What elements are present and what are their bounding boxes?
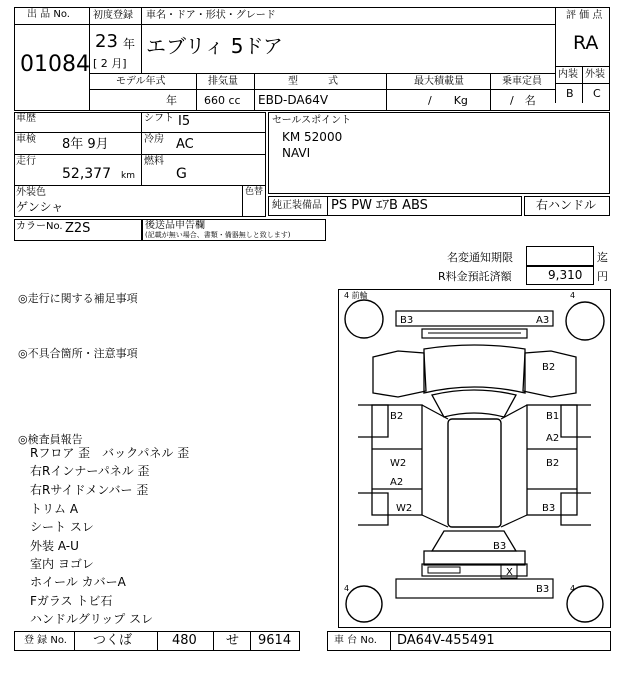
driving-notes-title: ◎走行に関する補足事項 xyxy=(18,292,138,305)
recycle-fee-value: 9,310 xyxy=(548,268,583,282)
roof-to-rear-right xyxy=(501,515,527,527)
inspector-title: ◎検査員報告 xyxy=(18,433,83,446)
divider xyxy=(14,24,89,25)
chassis-label: 車 台 No. xyxy=(334,635,377,646)
chassis-number: DA64V-455491 xyxy=(397,633,495,648)
rating-value: RA xyxy=(573,32,599,54)
defect-notes-title: ◎不具合箇所・注意事項 xyxy=(18,347,138,360)
exterior-grade: C xyxy=(593,87,601,100)
color-no-label: カラーNo. xyxy=(16,221,63,232)
windshield xyxy=(432,390,516,417)
shift-value: I5 xyxy=(178,114,191,129)
inspection-label: 車検 xyxy=(16,134,36,145)
distance-label: 走行 xyxy=(16,156,36,167)
wheel-rear-right xyxy=(567,586,603,622)
divider xyxy=(14,154,266,155)
color-value: ゲンシャ xyxy=(16,200,64,214)
inspector-line: 室内 ヨゴレ xyxy=(30,557,94,571)
aftermarket-note: (記載が無い場合、書類・備器無しと致します) xyxy=(145,231,291,239)
divider xyxy=(74,631,75,651)
corner-label-rear-left: 4 xyxy=(344,584,350,593)
shift-label: シフト xyxy=(144,113,174,124)
roof xyxy=(448,419,501,527)
divider xyxy=(490,73,491,111)
capacity-value: / 名 xyxy=(510,94,536,107)
inspector-line: ハンドルグリップ スレ xyxy=(30,612,154,626)
steering-value: 右ハンドル xyxy=(536,198,597,212)
registration-number: 9614 xyxy=(258,633,292,648)
sales-point-line: KM 52000 xyxy=(282,130,343,144)
interior-grade: B xyxy=(566,87,574,100)
divider xyxy=(254,73,255,111)
equipment-value: PS PW ｴｱB ABS xyxy=(331,198,428,213)
lot-label: 出 品 No. xyxy=(27,9,70,20)
car-name: エブリィ 5ドア xyxy=(146,34,283,58)
fender-front-right xyxy=(561,405,591,437)
exterior-label: 外装 xyxy=(585,69,605,80)
rating-label: 評 価 点 xyxy=(566,10,603,21)
first-reg-year-unit: 年 xyxy=(123,37,136,51)
roof-to-hood-left xyxy=(422,405,448,419)
mark-left-slide-door: W2 xyxy=(390,458,407,469)
mark-right-slide-door: B2 xyxy=(546,458,560,469)
registration-class: 480 xyxy=(172,633,197,648)
inspector-line: 外装 A-U xyxy=(30,539,79,553)
divider xyxy=(555,83,610,84)
displacement-label: 排気量 xyxy=(208,76,238,87)
displacement-value: 660 cc xyxy=(204,94,241,107)
front-body-right xyxy=(523,351,576,397)
interior-label: 内装 xyxy=(558,69,578,80)
aftermarket-label: 後送品申告欄 xyxy=(145,220,205,231)
car-diagram xyxy=(338,289,611,628)
recycle-fee-label: R料金預託済額 xyxy=(438,270,512,283)
inspector-line: シート スレ xyxy=(30,520,94,534)
rear-bumper xyxy=(396,579,553,598)
fuel-value: G xyxy=(176,166,187,182)
divider xyxy=(327,196,328,216)
mark-right-front-door: B1 xyxy=(546,411,560,422)
registration-area: つくば xyxy=(93,633,133,648)
wheel-front-right xyxy=(566,302,604,340)
divider xyxy=(89,24,555,25)
divider xyxy=(157,631,158,651)
mark-left-front-door: B2 xyxy=(390,411,404,422)
registration-label: 登 録 No. xyxy=(24,635,67,646)
divider xyxy=(390,631,391,651)
mark-right-rear-panel: B3 xyxy=(542,503,556,514)
aircon-label: 冷房 xyxy=(144,134,164,145)
max-load-label: 最大積載量 xyxy=(414,76,464,87)
divider xyxy=(242,185,243,217)
wheel-rear-left xyxy=(346,586,382,622)
fender-front-left xyxy=(358,405,388,437)
back-door xyxy=(424,551,525,565)
inspector-line: Fガラス トビ石 xyxy=(30,594,113,608)
fender-rear-left xyxy=(358,493,388,525)
fuel-label: 燃料 xyxy=(144,156,164,167)
roof-to-hood-right xyxy=(501,405,527,419)
recycle-fee-unit: 円 xyxy=(597,270,608,283)
inspector-line: 右Rサイドメンバー 歪 xyxy=(30,483,149,497)
inspector-line: トリム A xyxy=(30,502,79,516)
type-label: 型 式 xyxy=(288,76,338,87)
divider xyxy=(89,89,555,90)
mark-rear-bumper-x: X xyxy=(506,567,513,578)
color-label: 外装色 xyxy=(16,187,46,198)
distance-unit: km xyxy=(121,171,135,181)
notice-deadline-unit: 迄 xyxy=(597,251,608,264)
mark-front-bumper-left: B3 xyxy=(400,315,414,326)
first-reg-month: [ 2 月] xyxy=(93,57,127,70)
car-name-label: 車名・ドア・形状・グレード xyxy=(146,10,276,21)
mark-right-front-door-2: A2 xyxy=(546,433,560,444)
color-change-label: 色替 xyxy=(245,187,264,197)
sales-point-label: セールスポイント xyxy=(272,115,352,126)
inspector-line: 右Rインナーパネル 歪 xyxy=(30,464,150,478)
divider xyxy=(89,73,555,74)
mark-left-slide-door-2: A2 xyxy=(390,477,404,488)
front-body-left xyxy=(373,351,426,397)
fender-rear-right xyxy=(561,493,591,525)
divider xyxy=(14,132,266,133)
roof-to-rear-left xyxy=(422,515,448,527)
divider xyxy=(141,7,142,73)
corner-label-rear-right: 4 xyxy=(570,584,576,593)
divider xyxy=(555,7,556,103)
mark-back-door: B3 xyxy=(493,541,507,552)
max-load-value: / Kg xyxy=(428,94,468,107)
sales-point-line: NAVI xyxy=(282,146,311,160)
model-year-unit: 年 xyxy=(166,94,177,107)
mark-front-bumper-right: A3 xyxy=(536,315,550,326)
first-reg-year: 23 xyxy=(95,31,118,52)
front-bumper xyxy=(396,311,553,326)
aircon-value: AC xyxy=(176,137,194,152)
inspection-value: 8年 9月 xyxy=(62,137,109,152)
divider xyxy=(250,631,251,651)
mark-left-rear-panel: W2 xyxy=(396,503,413,514)
corner-label-front-right: 4 xyxy=(570,291,576,300)
divider xyxy=(582,66,583,103)
divider xyxy=(213,631,214,651)
divider xyxy=(196,73,197,111)
type-value: EBD-DA64V xyxy=(258,93,329,107)
divider xyxy=(386,73,387,111)
first-reg-label: 初度登録 xyxy=(93,10,133,21)
mark-rear-bumper-right: B3 xyxy=(536,584,550,595)
divider xyxy=(141,112,142,185)
notice-deadline-box xyxy=(526,246,594,266)
corner-label-front-left: 4 前輪 xyxy=(344,291,368,300)
rear-lamp-area xyxy=(428,567,460,573)
capacity-label: 乗車定員 xyxy=(502,76,542,87)
equipment-label: 純正装備品 xyxy=(272,200,322,211)
hood xyxy=(424,345,525,393)
notice-deadline-label: 名変通知期限 xyxy=(447,251,513,264)
mark-front-right-fender: B2 xyxy=(542,362,556,373)
inspector-line: ホイール カバーA xyxy=(30,575,126,589)
divider xyxy=(14,185,266,186)
registration-kana: せ xyxy=(226,633,240,648)
inspector-line: Rフロア 歪 バックパネル 歪 xyxy=(30,446,190,460)
distance-value: 52,377 xyxy=(62,166,111,182)
lot-number: 01084 xyxy=(20,52,90,77)
color-no-value: Z2S xyxy=(65,221,91,236)
model-year-label: モデル年式 xyxy=(116,76,166,87)
history-label: 車歴 xyxy=(16,113,36,124)
wheel-front-left xyxy=(345,300,383,338)
